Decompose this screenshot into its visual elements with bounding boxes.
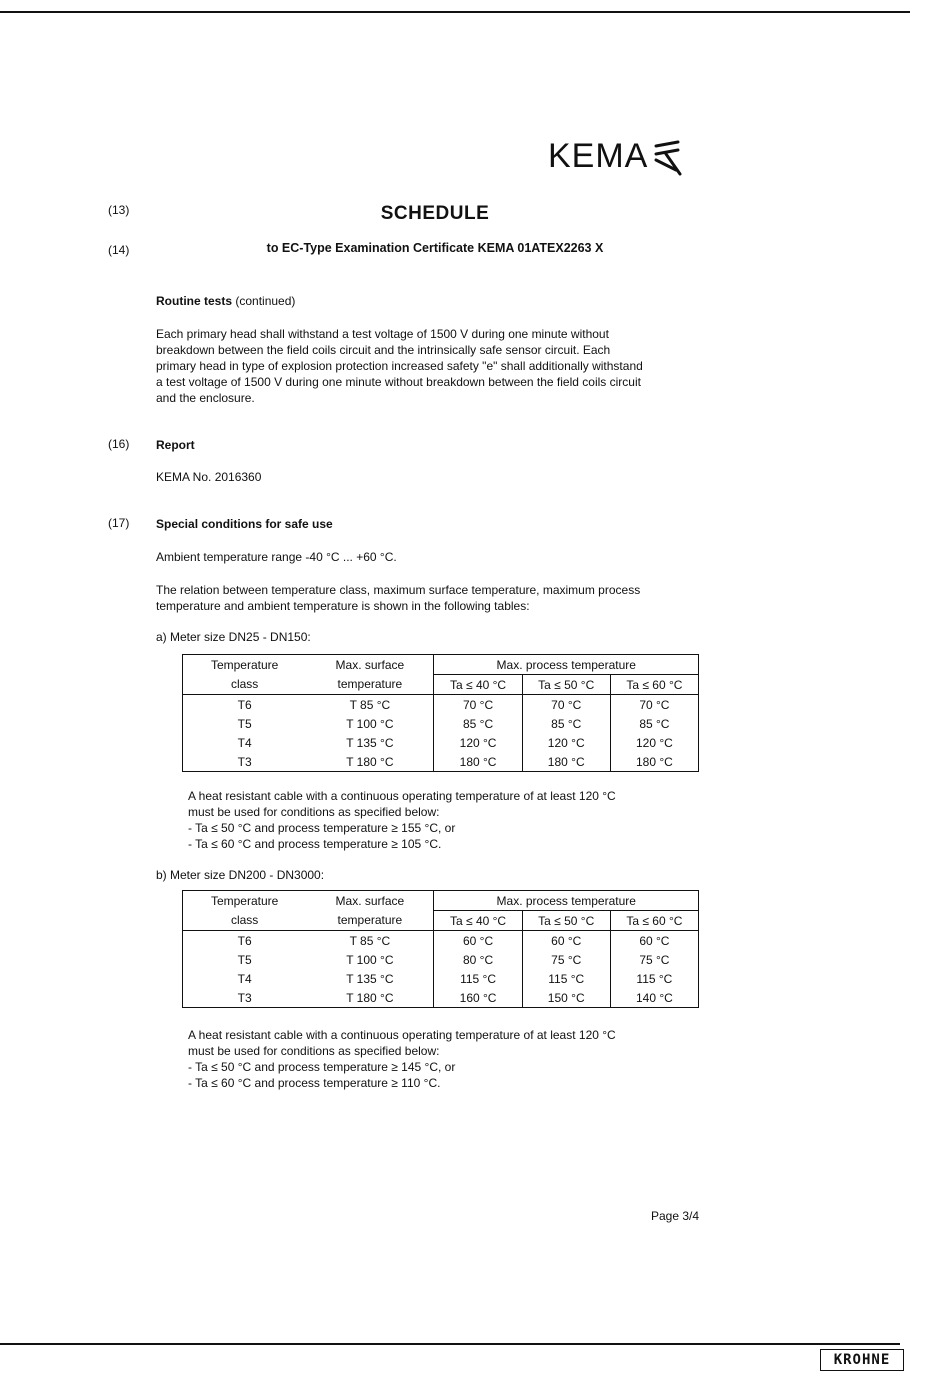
ambient-temperature-range: Ambient temperature range -40 °C ... +60 °C. [156,550,397,564]
header-ta40: Ta ≤ 40 °C [434,675,522,695]
table-cell: 75 °C [610,950,698,969]
note-line: - Ta ≤ 60 °C and process temperature ≥ 110 °C. [188,1076,441,1090]
header-ta60: Ta ≤ 60 °C [610,911,698,931]
table-cell: 60 °C [522,931,610,951]
kema-logo [548,137,684,176]
relation-paragraph [156,582,716,614]
table-cell: T5 [183,950,307,969]
header-class: class [183,675,307,695]
note-line: must be used for conditions as specified below: [188,805,440,819]
header-temperature-class: Temperature [183,891,307,911]
table-a-note [188,788,708,852]
paragraph-line: Each primary head shall withstand a test voltage of 1500 V during one minute without [156,327,609,341]
routine-tests-heading [156,293,295,309]
table-cell: 180 °C [610,752,698,772]
table-cell: 85 °C [434,714,522,733]
table-cell: T 100 °C [346,716,394,731]
paragraph-line: and the enclosure. [156,391,255,405]
table-row [183,714,699,733]
section-16-number: (16) [108,437,130,451]
table-cell: 160 °C [434,988,522,1008]
table-a [182,654,699,772]
note-line: - Ta ≤ 50 °C and process temperature ≥ 145 °C, or [188,1060,456,1074]
paragraph-line: breakdown between the field coils circuit and the intrinsically safe sensor circuit. Each [156,343,611,357]
table-cell: T4 [183,733,307,752]
table-cell: 85 °C [522,714,610,733]
table-cell: 60 °C [610,931,698,951]
kema-lightning-icon [652,138,684,176]
note-line: A heat resistant cable with a continuous operating temperature of at least 120 °C [188,789,616,803]
header-ta50: Ta ≤ 50 °C [522,675,610,695]
note-line: - Ta ≤ 60 °C and process temperature ≥ 105 °C. [188,837,442,851]
routine-tests-heading-suffix: (continued) [232,294,296,308]
section-17-number: (17) [108,516,130,530]
table-b-note [188,1027,708,1091]
section-14-number: (14) [108,243,130,257]
report-heading: Report [156,438,195,452]
header-ta40: Ta ≤ 40 °C [434,911,522,931]
table-cell: T 180 °C [306,752,434,772]
report-number: KEMA No. 2016360 [156,470,262,484]
table-cell: 115 °C [522,969,610,988]
table-row [183,931,699,951]
table-cell: T 85 °C [349,697,391,712]
table-row [183,950,699,969]
header-max-surface: Max. surface [306,891,434,911]
table-cell: 75 °C [522,950,610,969]
table-cell: 120 °C [522,733,610,752]
table-cell: 70 °C [522,695,610,715]
header-temperature: temperature [306,675,434,695]
table-a-caption: a) Meter size DN25 - DN150: [156,630,311,644]
table-cell: 140 °C [610,988,698,1008]
note-line: must be used for conditions as specified below: [188,1044,440,1058]
table-cell: T 180 °C [306,988,434,1008]
top-rule [0,11,910,13]
bottom-rule [0,1343,900,1345]
table-cell: 150 °C [522,988,610,1008]
table-row [183,695,699,715]
header-temperature-class: Temperature [183,655,307,675]
table-cell: 70 °C [610,695,698,715]
table-cell: T6 [183,695,307,715]
table-cell: 115 °C [610,969,698,988]
header-class: class [183,911,307,931]
table-cell: 115 °C [434,969,522,988]
table-b [182,890,699,1008]
table-cell: 85 °C [610,714,698,733]
table-cell: 80 °C [434,950,522,969]
table-cell: 120 °C [434,733,522,752]
certificate-subtitle: to EC-Type Examination Certificate KEMA 01ATEX2263 X [266,241,604,255]
table-row [183,988,699,1008]
table-cell: T 135 °C [346,971,394,986]
header-temperature: temperature [306,911,434,931]
table-cell: T3 [183,988,307,1008]
note-line: A heat resistant cable with a continuous operating temperature of at least 120 °C [188,1028,616,1042]
paragraph-line: primary head in type of explosion protection increased safety "e" shall additionally withstand [156,359,643,373]
page-title: SCHEDULE [380,203,490,224]
table-cell: T5 [183,714,307,733]
table-cell: 180 °C [434,752,522,772]
table-row [183,752,699,772]
paragraph-line: a test voltage of 1500 V during one minute without breakdown between the field coils circuit [156,375,641,389]
section-13-number: (13) [108,203,130,217]
note-line: - Ta ≤ 50 °C and process temperature ≥ 155 °C, or [188,821,456,835]
header-ta60: Ta ≤ 60 °C [610,675,698,695]
table-cell: 180 °C [522,752,610,772]
table-cell: T6 [183,931,307,951]
header-ta50: Ta ≤ 50 °C [522,911,610,931]
table-cell: 70 °C [434,695,522,715]
table-cell: T4 [183,969,307,988]
routine-tests-heading-bold: Routine tests [156,294,233,308]
table-cell: T 85 °C [349,933,391,948]
table-cell: T 100 °C [346,952,394,967]
krohne-logo: KROHNE [820,1349,904,1371]
kema-logo-text: KEMA [548,137,649,175]
table-cell: T3 [183,752,307,772]
header-max-process-temperature: Max. process temperature [434,891,699,911]
table-cell: T 135 °C [346,735,394,750]
table-cell: 120 °C [610,733,698,752]
paragraph-line: temperature and ambient temperature is shown in the following tables: [156,599,530,613]
header-max-surface: Max. surface [306,655,434,675]
table-row [183,733,699,752]
paragraph-line: The relation between temperature class, maximum surface temperature, maximum process [156,583,641,597]
table-row [183,969,699,988]
table-cell: 60 °C [434,931,522,951]
header-max-process-temperature: Max. process temperature [434,655,699,675]
table-b-caption: b) Meter size DN200 - DN3000: [156,868,325,882]
page-number: Page 3/4 [651,1209,700,1223]
routine-tests-paragraph [156,326,716,406]
special-conditions-heading: Special conditions for safe use [156,517,333,531]
